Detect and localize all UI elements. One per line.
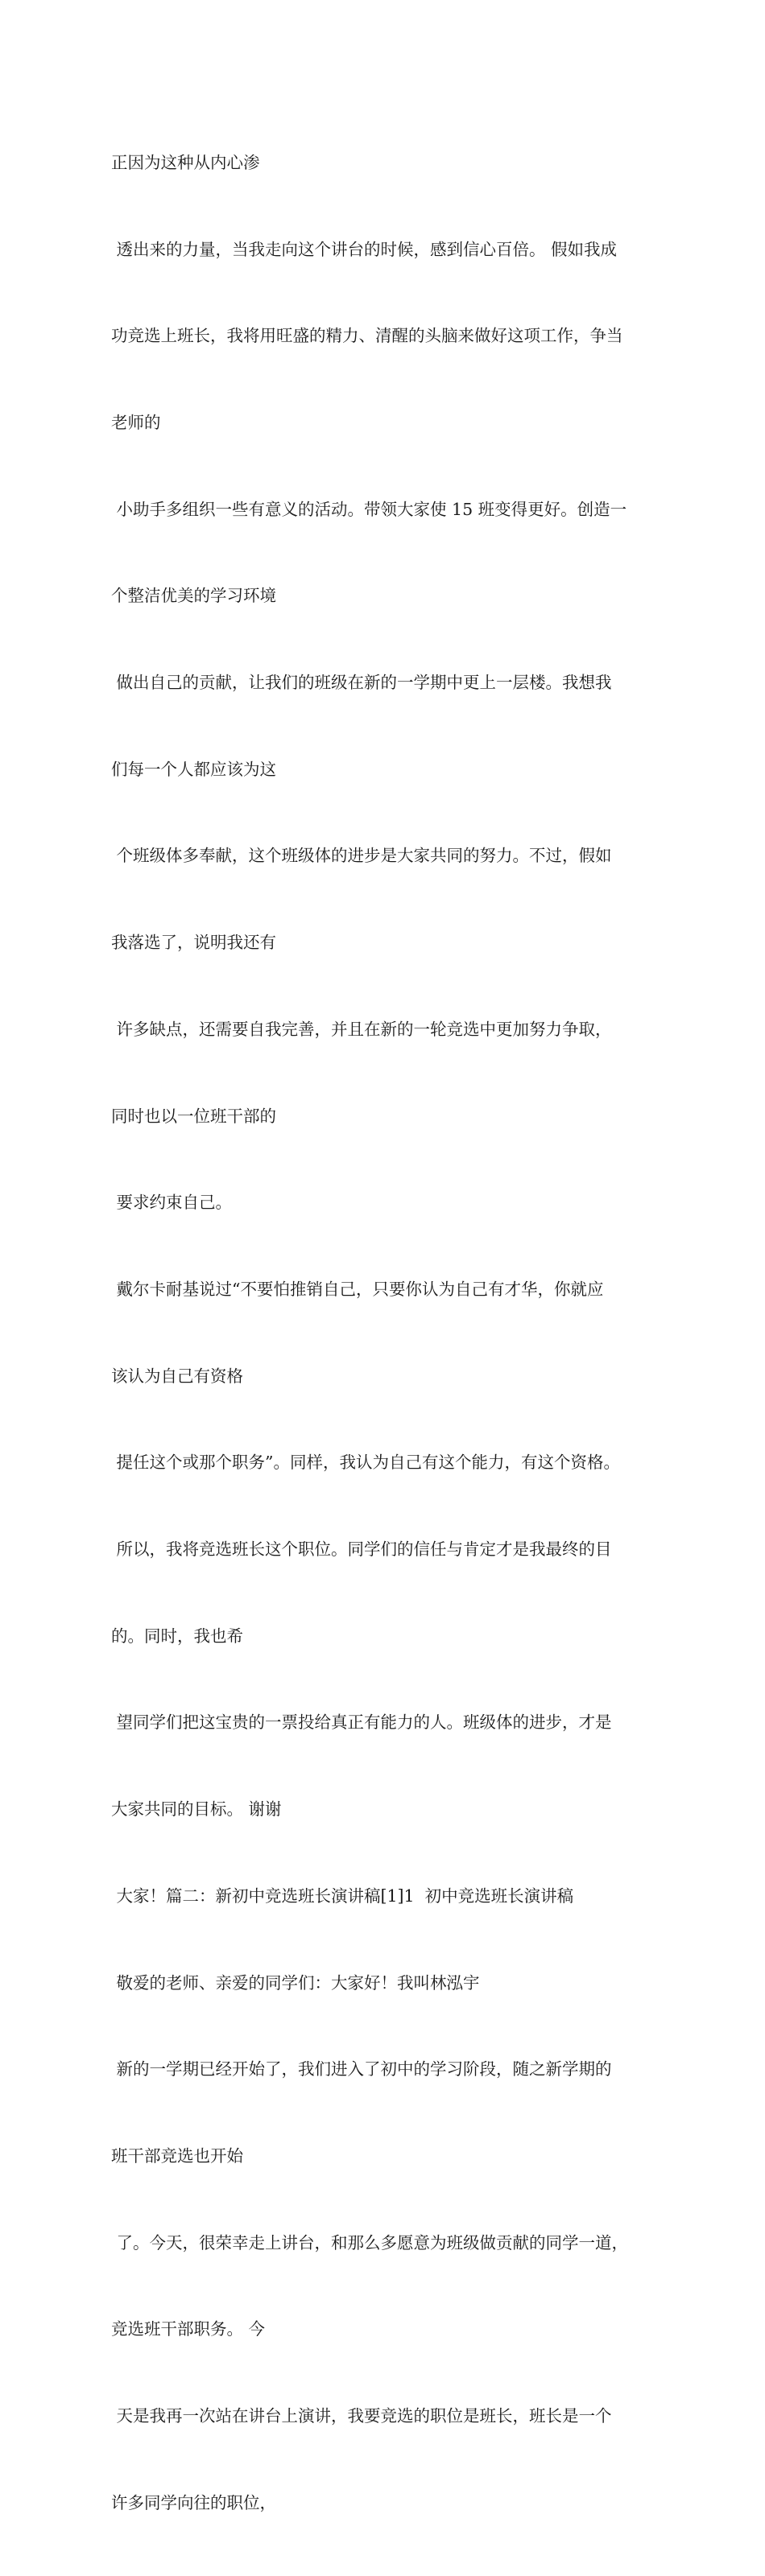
text-line: 老师的 [111,412,161,432]
text-line: 许多缺点，还需要自我完善，并且在新的一轮竞选中更加努力争取， [111,1019,612,1039]
text-line: 所以，我将竞选班长这个职位。同学们的信任与肯定才是我最终的目 [111,1539,612,1560]
text-line: 我落选了，说明我还有 [111,933,276,953]
text-line: 望同学们把这宝贵的一票投给真正有能力的人。班级体的进步，才是 [111,1713,612,1733]
text-line: 同时也以一位班干部的 [111,1106,276,1126]
text-line: 功竞选上班长，我将用旺盛的精力、清醒的头脑来做好这项工作，争当 [111,326,623,346]
text-line: 提任这个或那个职务”。同样，我认为自己有这个能力，有这个资格。 [111,1453,620,1473]
text-line: 正因为这种从内心渗 [111,152,260,172]
text-line: 个班级体多奉献，这个班级体的进步是大家共同的努力。不过，假如 [111,846,612,866]
text-line: 许多同学向往的职位， [111,2492,276,2512]
text-line: 天是我再一次站在讲台上演讲，我要竞选的职位是班长，班长是一个 [111,2406,612,2426]
text-line: 该认为自己有资格 [111,1366,243,1386]
text-line: 班干部竞选也开始 [111,2145,243,2166]
text-line: 小助手多组织一些有意义的活动。带领大家使 15 班变得更好。创造一 [111,499,627,519]
text-line: 的。同时，我也希 [111,1626,243,1646]
text-line: 了。今天，很荣幸走上讲台，和那么多愿意为班级做贡献的同学一道， [111,2232,629,2252]
text-line: 大家！篇二：新初中竞选班长演讲稿[1]1 初中竞选班长演讲稿 [111,1886,574,1906]
text-line: 做出自己的贡献，让我们的班级在新的一学期中更上一层楼。我想我 [111,673,612,693]
text-line: 透出来的力量，当我走向这个讲台的时候，感到信心百倍。 假如我成 [111,239,618,259]
text-line: 要求约束自己。 [111,1193,233,1213]
text-line: 大家共同的目标。 谢谢 [111,1799,282,1820]
document-body [111,91,667,2576]
text-line: 戴尔卡耐基说过“不要怕推销自己，只要你认为自己有才华，你就应 [111,1279,604,1299]
text-line: 敬爱的老师、亲爱的同学们：大家好！我叫林泓宇 [111,1972,480,1993]
text-line: 们每一个人都应该为这 [111,759,276,779]
text-line: 个整洁优美的学习环境 [111,586,276,606]
text-line: 竞选班干部职务。 今 [111,2319,266,2339]
text-line: 新的一学期已经开始了，我们进入了初中的学习阶段，随之新学期的 [111,2059,612,2079]
